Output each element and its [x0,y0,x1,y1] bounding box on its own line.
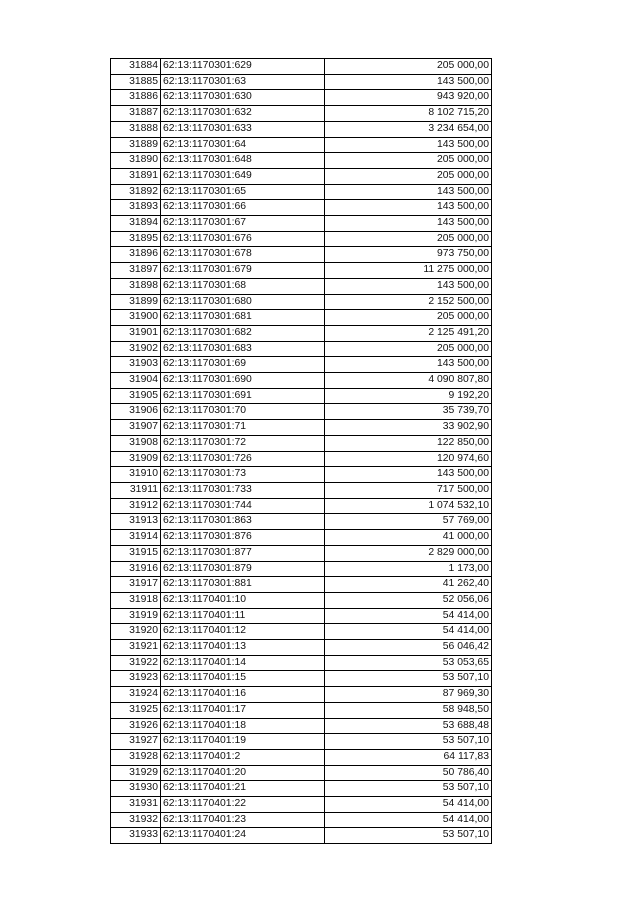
table-row [111,482,492,498]
cadastral-value-cell: 53 507,10 [325,734,492,750]
cadastral-value-cell: 143 500,00 [325,467,492,483]
table-row [111,467,492,483]
cadastral-value-cell: 143 500,00 [325,216,492,232]
cadastral-value-cell: 54 414,00 [325,797,492,813]
row-number-cell: 31893 [111,200,161,216]
row-number-cell: 31925 [111,702,161,718]
cadastral-value-cell: 3 234 654,00 [325,121,492,137]
cadastral-value-cell: 54 414,00 [325,812,492,828]
row-number-cell: 31929 [111,765,161,781]
row-number-cell: 31928 [111,749,161,765]
cadastral-number-cell: 62:13:1170301:68 [161,278,325,294]
row-number-cell: 31904 [111,373,161,389]
cadastral-value-cell: 87 969,30 [325,687,492,703]
cadastral-number-cell: 62:13:1170401:20 [161,765,325,781]
cadastral-value-table [110,58,492,844]
table-row [111,325,492,341]
cadastral-number-cell: 62:13:1170301:649 [161,168,325,184]
row-number-cell: 31894 [111,216,161,232]
row-number-cell: 31884 [111,59,161,75]
cadastral-number-cell: 62:13:1170301:73 [161,467,325,483]
table-row [111,106,492,122]
row-number-cell: 31913 [111,514,161,530]
row-number-cell: 31918 [111,592,161,608]
row-number-cell: 31919 [111,608,161,624]
cadastral-number-cell: 62:13:1170301:678 [161,247,325,263]
row-number-cell: 31889 [111,137,161,153]
table-row [111,90,492,106]
cadastral-number-cell: 62:13:1170301:877 [161,545,325,561]
table-row [111,59,492,75]
cadastral-number-cell: 62:13:1170401:18 [161,718,325,734]
table-row [111,640,492,656]
cadastral-number-cell: 62:13:1170301:71 [161,420,325,436]
cadastral-value-cell: 52 056,06 [325,592,492,608]
cadastral-number-cell: 62:13:1170301:690 [161,373,325,389]
cadastral-value-cell: 56 046,42 [325,640,492,656]
cadastral-number-cell: 62:13:1170301:679 [161,263,325,279]
cadastral-number-cell: 62:13:1170401:2 [161,749,325,765]
row-number-cell: 31905 [111,388,161,404]
cadastral-value-cell: 1 074 532,10 [325,498,492,514]
cadastral-value-cell: 205 000,00 [325,341,492,357]
cadastral-number-cell: 62:13:1170301:72 [161,435,325,451]
table-row [111,137,492,153]
cadastral-number-cell: 62:13:1170401:13 [161,640,325,656]
row-number-cell: 31891 [111,168,161,184]
cadastral-value-cell: 143 500,00 [325,357,492,373]
table-row [111,545,492,561]
row-number-cell: 31897 [111,263,161,279]
row-number-cell: 31916 [111,561,161,577]
row-number-cell: 31917 [111,577,161,593]
table-body [111,59,492,844]
table-row [111,624,492,640]
cadastral-value-cell: 2 125 491,20 [325,325,492,341]
cadastral-number-cell: 62:13:1170301:683 [161,341,325,357]
cadastral-value-cell: 1 173,00 [325,561,492,577]
row-number-cell: 31902 [111,341,161,357]
row-number-cell: 31900 [111,310,161,326]
cadastral-value-cell: 53 507,10 [325,671,492,687]
row-number-cell: 31895 [111,231,161,247]
row-number-cell: 31920 [111,624,161,640]
cadastral-value-cell: 53 053,65 [325,655,492,671]
row-number-cell: 31899 [111,294,161,310]
row-number-cell: 31932 [111,812,161,828]
cadastral-number-cell: 62:13:1170401:23 [161,812,325,828]
table-row [111,435,492,451]
row-number-cell: 31892 [111,184,161,200]
table-row [111,451,492,467]
cadastral-number-cell: 62:13:1170301:680 [161,294,325,310]
row-number-cell: 31910 [111,467,161,483]
cadastral-value-cell: 53 507,10 [325,781,492,797]
table-row [111,498,492,514]
table-row [111,734,492,750]
cadastral-value-cell: 143 500,00 [325,74,492,90]
cadastral-value-cell: 54 414,00 [325,608,492,624]
row-number-cell: 31901 [111,325,161,341]
table-row [111,671,492,687]
cadastral-number-cell: 62:13:1170301:733 [161,482,325,498]
table-row [111,781,492,797]
cadastral-value-cell: 143 500,00 [325,200,492,216]
cadastral-value-cell: 8 102 715,20 [325,106,492,122]
cadastral-number-cell: 62:13:1170301:744 [161,498,325,514]
table-row [111,687,492,703]
table-row [111,420,492,436]
cadastral-number-cell: 62:13:1170301:726 [161,451,325,467]
table-row [111,263,492,279]
cadastral-number-cell: 62:13:1170301:881 [161,577,325,593]
table-row [111,357,492,373]
cadastral-number-cell: 62:13:1170401:21 [161,781,325,797]
table-row [111,812,492,828]
table-row [111,514,492,530]
table-row [111,404,492,420]
row-number-cell: 31906 [111,404,161,420]
cadastral-number-cell: 62:13:1170301:629 [161,59,325,75]
table-row [111,765,492,781]
cadastral-number-cell: 62:13:1170301:682 [161,325,325,341]
cadastral-number-cell: 62:13:1170301:70 [161,404,325,420]
document-page [110,58,491,844]
cadastral-number-cell: 62:13:1170301:681 [161,310,325,326]
table-row [111,121,492,137]
table-row [111,655,492,671]
cadastral-number-cell: 62:13:1170401:11 [161,608,325,624]
cadastral-value-cell: 205 000,00 [325,310,492,326]
table-row [111,749,492,765]
cadastral-number-cell: 62:13:1170401:12 [161,624,325,640]
cadastral-value-cell: 35 739,70 [325,404,492,420]
cadastral-value-cell: 53 688,48 [325,718,492,734]
cadastral-value-cell: 54 414,00 [325,624,492,640]
row-number-cell: 31907 [111,420,161,436]
row-number-cell: 31886 [111,90,161,106]
cadastral-value-cell: 50 786,40 [325,765,492,781]
cadastral-value-cell: 143 500,00 [325,278,492,294]
table-row [111,231,492,247]
table-row [111,718,492,734]
table-row [111,153,492,169]
cadastral-value-cell: 2 829 000,00 [325,545,492,561]
cadastral-number-cell: 62:13:1170301:67 [161,216,325,232]
row-number-cell: 31885 [111,74,161,90]
table-row [111,561,492,577]
cadastral-number-cell: 62:13:1170301:648 [161,153,325,169]
cadastral-number-cell: 62:13:1170401:10 [161,592,325,608]
row-number-cell: 31890 [111,153,161,169]
table-row [111,200,492,216]
cadastral-value-cell: 53 507,10 [325,828,492,844]
cadastral-value-cell: 64 117,83 [325,749,492,765]
row-number-cell: 31898 [111,278,161,294]
row-number-cell: 31888 [111,121,161,137]
table-row [111,294,492,310]
cadastral-number-cell: 62:13:1170401:19 [161,734,325,750]
row-number-cell: 31909 [111,451,161,467]
cadastral-value-cell: 943 920,00 [325,90,492,106]
table-row [111,592,492,608]
cadastral-value-cell: 33 902,90 [325,420,492,436]
row-number-cell: 31921 [111,640,161,656]
cadastral-number-cell: 62:13:1170301:691 [161,388,325,404]
cadastral-number-cell: 62:13:1170301:65 [161,184,325,200]
table-row [111,828,492,844]
cadastral-value-cell: 205 000,00 [325,59,492,75]
row-number-cell: 31887 [111,106,161,122]
table-row [111,278,492,294]
table-row [111,388,492,404]
cadastral-value-cell: 717 500,00 [325,482,492,498]
row-number-cell: 31911 [111,482,161,498]
table-row [111,702,492,718]
table-row [111,216,492,232]
cadastral-value-cell: 41 262,40 [325,577,492,593]
cadastral-number-cell: 62:13:1170301:64 [161,137,325,153]
table-row [111,310,492,326]
cadastral-value-cell: 4 090 807,80 [325,373,492,389]
cadastral-number-cell: 62:13:1170401:24 [161,828,325,844]
cadastral-number-cell: 62:13:1170301:66 [161,200,325,216]
row-number-cell: 31930 [111,781,161,797]
cadastral-number-cell: 62:13:1170301:630 [161,90,325,106]
cadastral-number-cell: 62:13:1170401:14 [161,655,325,671]
cadastral-value-cell: 205 000,00 [325,231,492,247]
cadastral-number-cell: 62:13:1170301:676 [161,231,325,247]
table-row [111,608,492,624]
cadastral-number-cell: 62:13:1170301:879 [161,561,325,577]
cadastral-value-cell: 41 000,00 [325,530,492,546]
cadastral-value-cell: 205 000,00 [325,153,492,169]
table-row [111,797,492,813]
cadastral-value-cell: 120 974,60 [325,451,492,467]
cadastral-number-cell: 62:13:1170401:17 [161,702,325,718]
row-number-cell: 31912 [111,498,161,514]
table-row [111,184,492,200]
table-row [111,373,492,389]
cadastral-value-cell: 11 275 000,00 [325,263,492,279]
row-number-cell: 31933 [111,828,161,844]
cadastral-number-cell: 62:13:1170401:15 [161,671,325,687]
cadastral-value-cell: 205 000,00 [325,168,492,184]
cadastral-value-cell: 9 192,20 [325,388,492,404]
cadastral-value-cell: 2 152 500,00 [325,294,492,310]
row-number-cell: 31931 [111,797,161,813]
row-number-cell: 31923 [111,671,161,687]
cadastral-number-cell: 62:13:1170401:22 [161,797,325,813]
table-row [111,530,492,546]
cadastral-number-cell: 62:13:1170401:16 [161,687,325,703]
cadastral-value-cell: 58 948,50 [325,702,492,718]
cadastral-value-cell: 143 500,00 [325,137,492,153]
cadastral-number-cell: 62:13:1170301:876 [161,530,325,546]
cadastral-value-cell: 57 769,00 [325,514,492,530]
cadastral-value-cell: 973 750,00 [325,247,492,263]
table-row [111,168,492,184]
table-row [111,577,492,593]
cadastral-number-cell: 62:13:1170301:69 [161,357,325,373]
table-row [111,341,492,357]
row-number-cell: 31896 [111,247,161,263]
cadastral-number-cell: 62:13:1170301:632 [161,106,325,122]
cadastral-number-cell: 62:13:1170301:63 [161,74,325,90]
cadastral-value-cell: 143 500,00 [325,184,492,200]
row-number-cell: 31914 [111,530,161,546]
row-number-cell: 31924 [111,687,161,703]
cadastral-number-cell: 62:13:1170301:633 [161,121,325,137]
cadastral-number-cell: 62:13:1170301:863 [161,514,325,530]
row-number-cell: 31915 [111,545,161,561]
row-number-cell: 31903 [111,357,161,373]
table-row [111,74,492,90]
table-row [111,247,492,263]
row-number-cell: 31922 [111,655,161,671]
row-number-cell: 31926 [111,718,161,734]
row-number-cell: 31908 [111,435,161,451]
cadastral-value-cell: 122 850,00 [325,435,492,451]
row-number-cell: 31927 [111,734,161,750]
